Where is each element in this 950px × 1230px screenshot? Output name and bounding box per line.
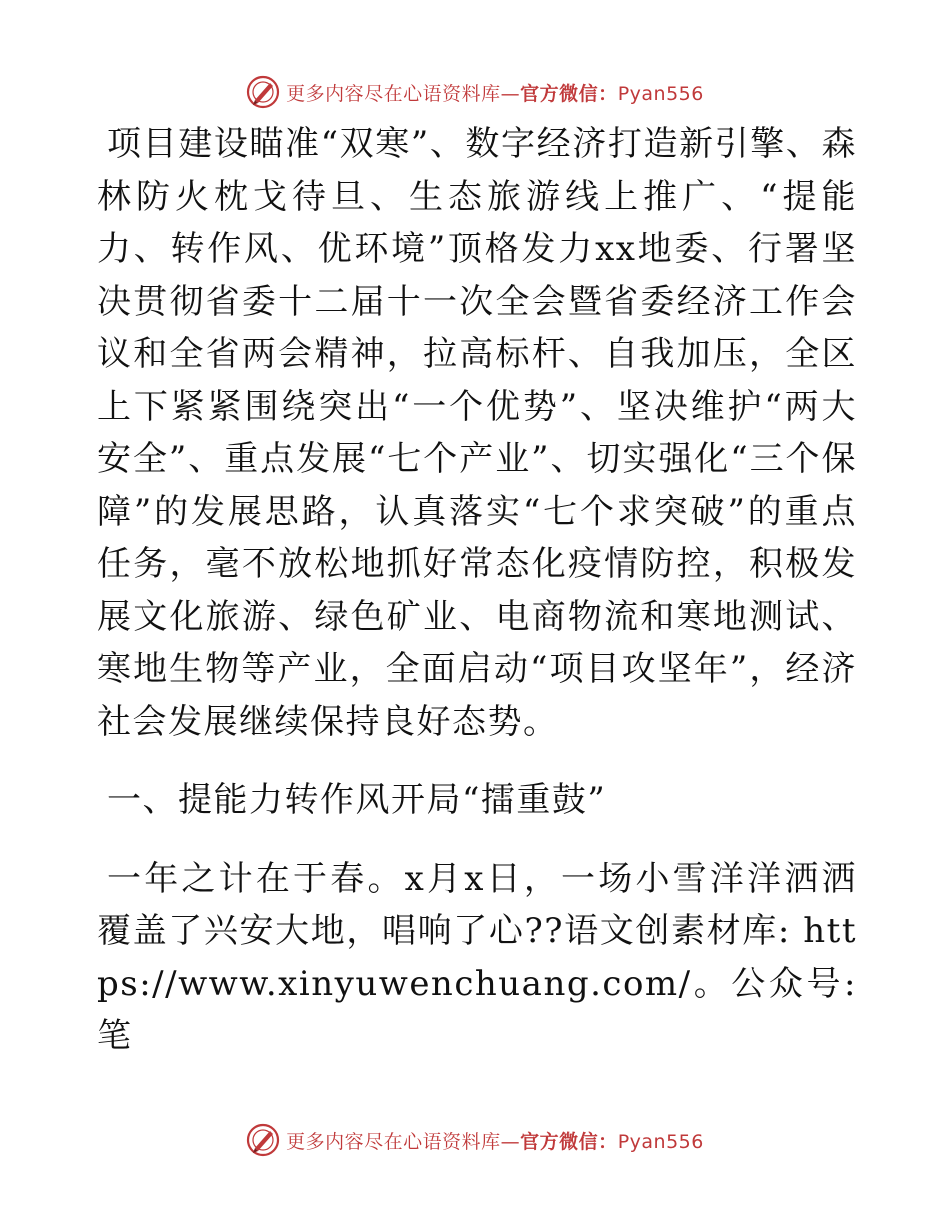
header-banner — [0, 70, 950, 114]
header-banner-text — [286, 79, 704, 106]
paragraph-2: 一年之计在于春。x月x日，一场小雪洋洋洒洒覆盖了兴安大地，唱响了心??语文创素材库: https://www.xinyuwenchuang.com/。公众号: 笔 — [97, 858, 857, 1056]
header-banner-id: Pyan556 — [617, 82, 704, 105]
header-banner-main: 更多内容尽在心语资料库 — [286, 82, 501, 105]
paragraph-1: 项目建设瞄准“双寒”、数字经济打造新引擎、森林防火枕戈待旦、生态旅游线上推广、“提能力、转作风、优环境”顶格发力xx地委、行署坚决贯彻省委十二届十一次全会暨省委经济工作会议和全省两会精神，拉高标杆、自我加压，全区上下紧紧围绕突出“一个优势”、坚决维护“两大安全”、重点发展“七个产业”、切实强化“三个保障”的发展思路，认真落实“七个求突破”的重点任务，毫不放松地抓好常态化疫情防控，积极发展文化旅游、绿色矿业、电商物流和寒地测试、寒地生物等产业，全面启动“项目攻坚年”，经济社会发展继续保持良好态势。 — [97, 124, 857, 742]
brand-logo-icon — [246, 75, 280, 109]
section-heading-1: 一、提能力转作风开局“擂重鼓” — [107, 780, 607, 820]
brand-logo-icon — [246, 1123, 280, 1157]
footer-banner-text — [286, 1127, 704, 1154]
footer-banner-accent: 官方微信： — [520, 1130, 618, 1153]
footer-banner-main: 更多内容尽在心语资料库 — [286, 1130, 501, 1153]
header-banner-accent: 官方微信： — [520, 82, 618, 105]
footer-banner-id: Pyan556 — [617, 1130, 704, 1153]
footer-banner-separator: — — [500, 1130, 521, 1153]
header-banner-separator: — — [500, 82, 521, 105]
document-body — [97, 118, 857, 1063]
footer-banner — [0, 1118, 950, 1162]
